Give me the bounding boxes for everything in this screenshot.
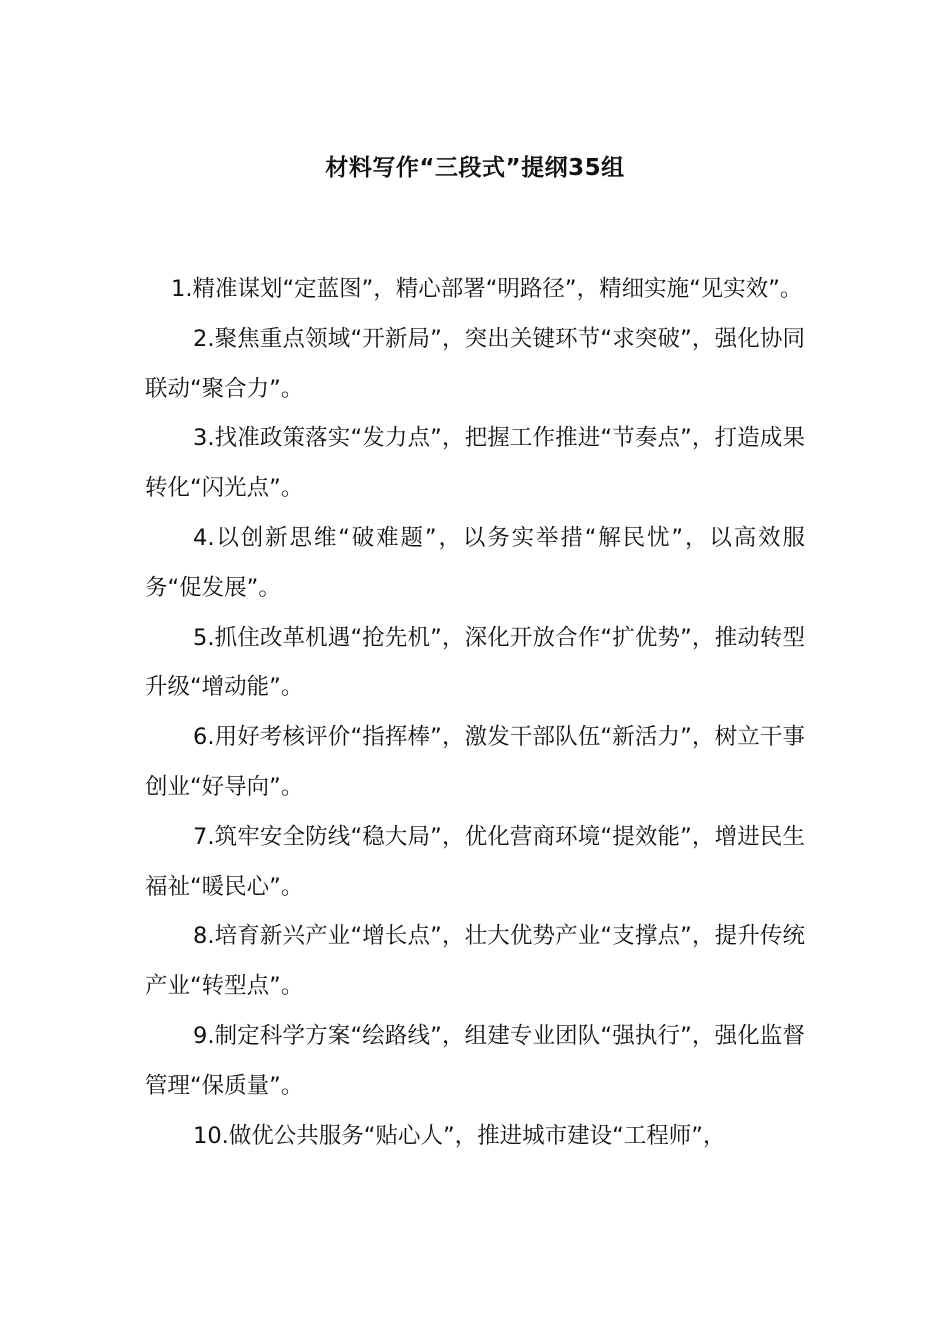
document-title: 材料写作“三段式”提纲35组 [325, 155, 625, 181]
paragraph-6: 6.用好考核评价“指挥棒”，激发干部队伍“新活力”，树立干事创业“好导向”。 [145, 724, 805, 800]
paragraph-4: 4.以创新思维“破难题”，以务实举措“解民忧”，以高效服务“促发展”。 [145, 524, 805, 601]
paragraph-3: 3.找准政策落实“发力点”，把握工作推进“节奏点”，打造成果转化“闪光点”。 [145, 425, 805, 502]
paragraph-9: 9.制定科学方案“绘路线”，组建专业团队“强执行”，强化监督管理“保质量”。 [145, 1022, 805, 1099]
document-body [145, 265, 805, 1161]
paragraph-10: 10.做优公共服务“贴心人”，推进城市建设“工程师”， [193, 1122, 726, 1149]
paragraph-8: 8.培育新兴产业“增长点”，壮大优势产业“支撑点”，提升传统产业“转型点”。 [145, 923, 805, 1000]
paragraph-5: 5.抓住改革机遇“抢先机”，深化开放合作“扩优势”，推动转型升级“增动能”。 [145, 624, 805, 701]
paragraph-7: 7.筑牢安全防线“稳大局”，优化营商环境“提效能”，增进民生福祉“暖民心”。 [145, 823, 805, 900]
paragraph-1: 1.精准谋划“定蓝图”，精心部署“明路径”，精细实施“见实效”。 [171, 276, 803, 302]
paragraph-2: 2.聚焦重点领域“开新局”，突出关键环节“求突破”，强化协同联动“聚合力”。 [145, 325, 805, 402]
